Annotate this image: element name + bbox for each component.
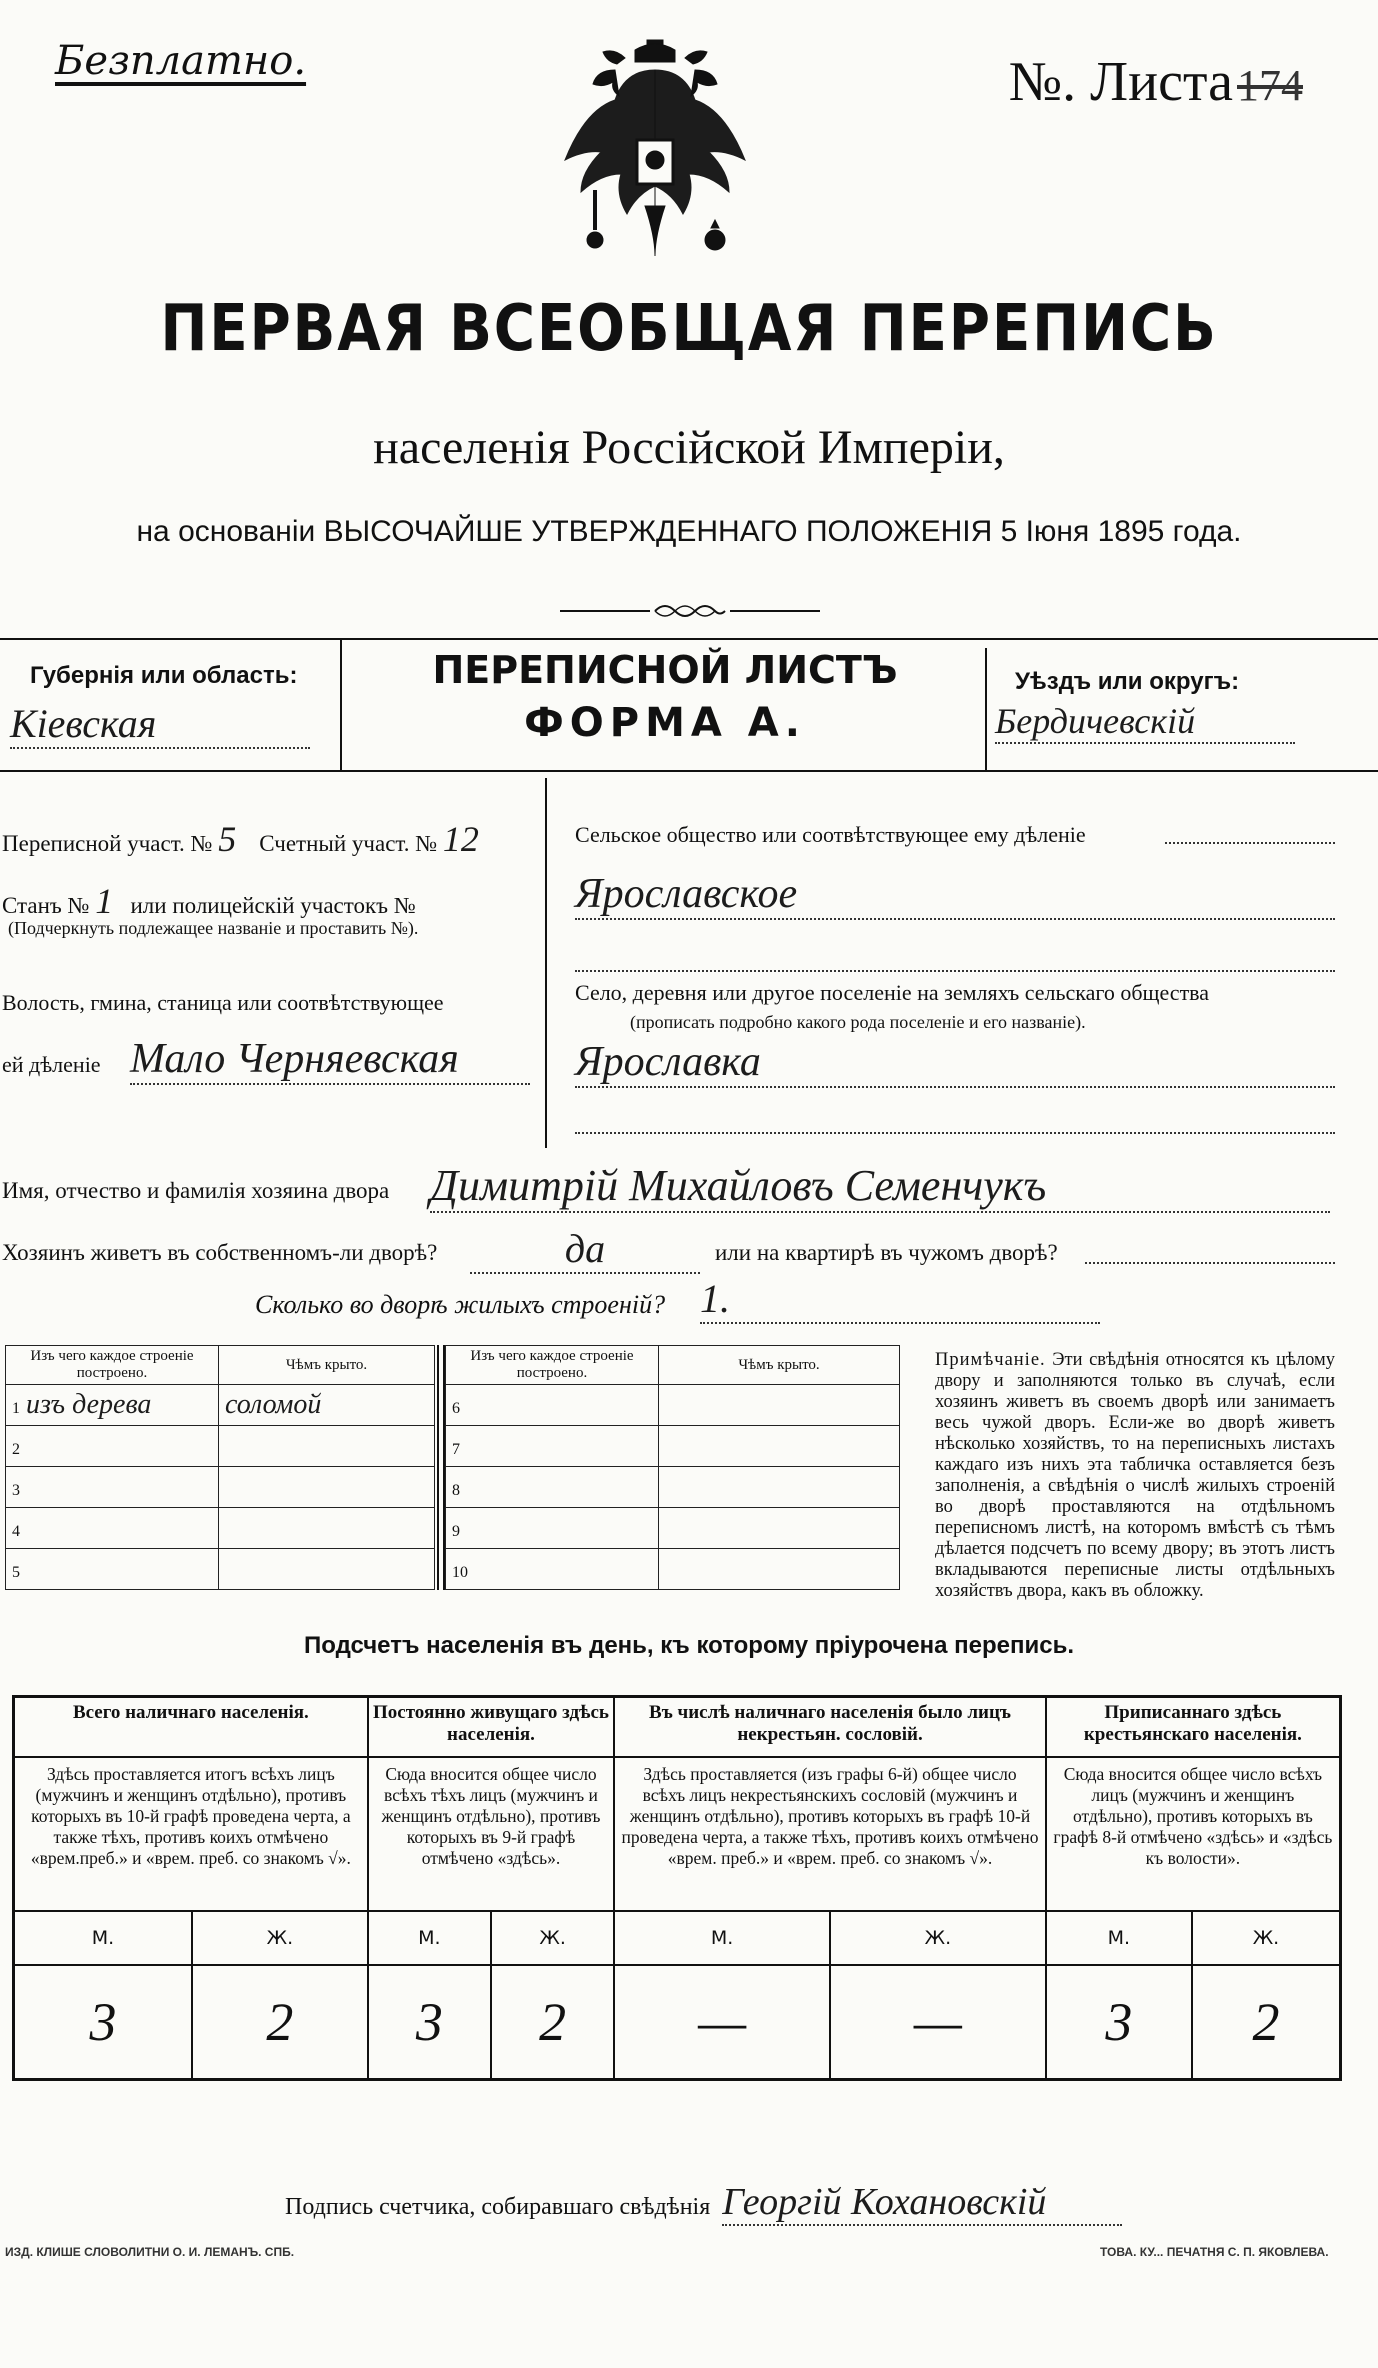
building-material-cell	[446, 1549, 659, 1590]
building-row	[6, 1426, 435, 1467]
buildings-table-left	[5, 1345, 435, 1590]
form-name: ФОРМА А.	[524, 700, 806, 746]
building-number: 8	[452, 1482, 460, 1499]
legal-basis-line: на основаніи ВЫСОЧАЙШЕ УТВЕРЖДЕННАГО ПОЛОЖЕНІЯ 5 Іюня 1895 года.	[136, 515, 1242, 548]
society-dotline-2	[575, 970, 1335, 972]
own-yard-label: Хозяинъ живетъ въ собственномъ-ли дворѣ?	[2, 1240, 438, 1265]
volost-value: Мало Черняевская	[130, 1035, 530, 1085]
census-area-value: 5	[218, 819, 237, 859]
female-header: Ж.	[830, 1911, 1046, 1965]
society-label: Сельское общество или соотвѣтствующее ему дѣленіе	[575, 822, 1086, 847]
building-roof-value	[659, 1508, 900, 1549]
building-row	[6, 1549, 435, 1590]
uezd-value: Бердичевскій	[995, 700, 1295, 744]
building-material-cell	[6, 1385, 219, 1426]
building-material-value: изъ дерева	[26, 1389, 152, 1420]
building-roof-value	[219, 1426, 435, 1467]
stan-row	[2, 880, 522, 922]
census-area-row	[2, 818, 479, 860]
document-title: ПЕРВАЯ ВСЕОБЩАЯ ПЕРЕПИСЬ	[160, 292, 1218, 366]
count-column-heading: Приписаннаго здѣсь крестьянскаго населенія.	[1046, 1697, 1341, 1758]
building-row	[6, 1385, 435, 1426]
building-number: 7	[452, 1441, 460, 1458]
female-header: Ж.	[491, 1911, 614, 1965]
building-material-cell	[6, 1426, 219, 1467]
double-headed-eagle-emblem	[555, 30, 755, 270]
form-top-rule	[0, 638, 1378, 640]
building-row	[446, 1385, 900, 1426]
building-roof-value	[219, 1508, 435, 1549]
ornament-divider	[560, 600, 820, 622]
owner-name-label: Имя, отчество и фамилія хозяина двора	[2, 1178, 390, 1203]
divider-right	[985, 648, 987, 770]
female-count-value: 2	[491, 1965, 614, 2080]
building-roof-value	[659, 1549, 900, 1590]
building-roof-value	[219, 1549, 435, 1590]
count-column-description: Сюда вносится общее число всѣхъ лицъ (мужчинъ и женщинъ отдѣльно), противъ которыхъ въ графѣ 8-й отмѣчено «здѣсь» и «здѣсь къ волости».	[1046, 1757, 1341, 1911]
building-number: 6	[452, 1400, 460, 1417]
document-subtitle: населенія Россійской Имперіи,	[373, 421, 1005, 474]
building-roof-value	[219, 1467, 435, 1508]
owner-name-value: Димитрій Михайловъ Семенчукъ	[430, 1160, 1330, 1213]
note-text: Эти свѣдѣнія относятся къ цѣлому двору и заполняются только въ случаѣ, если хозяинъ живетъ въ своемъ дворѣ или занимаетъ весь чужой дворъ. Если-же во дворѣ живетъ нѣсколько хозяйствъ, то на переписныхъ листахъ каждаго изъ нихъ эта табличка оставляется безъ заполненія, а свѣдѣнія о числѣ жилыхъ строеній во дворѣ проставляются на отдѣльномъ переписномъ листѣ, на которомъ вмѣстѣ съ тѣмъ дѣлается подсчетъ по всему двору; въ этотъ листъ вкладываются переписные листы отдѣльныхъ хозяйствъ двора, какъ въ обложку.	[935, 1350, 1335, 1601]
sheet-number-label: №. Листа	[1008, 51, 1233, 113]
female-header: Ж.	[1192, 1911, 1341, 1965]
building-row	[6, 1508, 435, 1549]
female-header: Ж.	[192, 1911, 368, 1965]
building-row	[446, 1549, 900, 1590]
free-label: Безплатно.	[55, 38, 307, 84]
building-roof-value	[659, 1467, 900, 1508]
building-row	[446, 1426, 900, 1467]
count-column-heading: Всего наличнаго населенія.	[14, 1697, 368, 1758]
village-label: Село, деревня или другое поселеніе на земляхъ сельскаго общества	[575, 980, 1210, 1005]
note-block	[935, 1350, 1335, 1602]
male-count-value: 3	[368, 1965, 491, 2080]
col-material-header: Изъ чего каждое строеніе построено.	[6, 1346, 219, 1385]
stan-value: 1	[95, 881, 114, 921]
divider-left	[340, 638, 342, 772]
building-number: 4	[12, 1523, 20, 1540]
village-note: (прописать подробно какого рода поселеніе и его названіе).	[630, 1012, 1086, 1032]
signature-label: Подпись счетчика, собиравшаго свѣдѣнія	[285, 2194, 711, 2220]
count-column-heading: Постоянно живущаго здѣсь населенія.	[368, 1697, 615, 1758]
stan-note: (Подчеркнуть подлежащее названіе и проставить №).	[8, 918, 419, 938]
building-material-cell	[446, 1508, 659, 1549]
col-material-header-2: Изъ чего каждое строеніе построено.	[446, 1346, 659, 1385]
village-value: Ярославка	[575, 1038, 1335, 1088]
male-header: М.	[368, 1911, 491, 1965]
society-dotline	[1165, 842, 1335, 844]
note-title: Примѣчаніе.	[935, 1350, 1046, 1370]
printer-imprint-left: ИЗД. КЛИШЕ СЛОВОЛИТНИ О. И. ЛЕМАНЪ. СПБ.	[5, 2245, 295, 2259]
printer-imprint-right: ТОВА. КУ... ПЕЧАТНЯ С. П. ЯКОВЛЕВА.	[1100, 2245, 1329, 2259]
signature-value: Георгій Кохановскій	[722, 2180, 1122, 2226]
building-roof-value	[659, 1385, 900, 1426]
signature-row	[285, 2180, 1122, 2226]
gubernia-value: Кіевская	[10, 700, 310, 749]
own-yard-value: да	[470, 1225, 700, 1274]
female-count-value: 2	[1192, 1965, 1341, 2080]
count-column-description: Здѣсь проставляется (изъ графы 6-й) общее число всѣхъ лицъ некрестьянскихъ сословій (мужчинъ и женщинъ отдѣльно), противъ которыхъ въ графѣ 10-й проведена черта, а также тѣхъ, противъ коихъ отмѣчено «врем. преб.» и «врем. преб. со знакомъ √».	[614, 1757, 1046, 1911]
building-number: 2	[12, 1441, 20, 1458]
building-number: 1	[12, 1400, 20, 1417]
buildings-value: 1.	[700, 1275, 1100, 1324]
building-row	[6, 1467, 435, 1508]
count-column-description: Сюда вносится общее число всѣхъ тѣхъ лицъ (мужчинъ и женщинъ отдѣльно), противъ которыхъ въ 9-й графѣ отмѣчено «здѣсь».	[368, 1757, 615, 1911]
count-column-description: Здѣсь проставляется итогъ всѣхъ лицъ (мужчинъ и женщинъ отдѣльно), противъ которыхъ въ 10-й графѣ проведена черта, а также тѣхъ, противъ коихъ отмѣчено «врем.преб.» и «врем. преб. со знакомъ √».	[14, 1757, 368, 1911]
count-area-value: 12	[442, 819, 479, 859]
building-row	[446, 1467, 900, 1508]
col-roof-header-2: Чѣмъ крыто.	[659, 1346, 900, 1385]
building-number: 5	[12, 1564, 20, 1581]
male-header: М.	[614, 1911, 830, 1965]
table-double-divider	[437, 1345, 445, 1590]
police-district-label: или полицейскій участокъ №	[130, 893, 416, 918]
building-material-cell	[446, 1385, 659, 1426]
volost-label: Волость, гмина, станица или соотвѣтствующее	[2, 990, 444, 1015]
female-count-value: —	[830, 1965, 1046, 2080]
building-material-cell	[6, 1508, 219, 1549]
building-number: 9	[452, 1523, 460, 1540]
village-dotline-2	[575, 1132, 1335, 1134]
building-material-cell	[446, 1467, 659, 1508]
building-material-cell	[446, 1426, 659, 1467]
male-header: М.	[14, 1911, 193, 1965]
sheet-number-value: 174	[1237, 61, 1303, 110]
sheet-number-field	[1009, 50, 1303, 114]
buildings-label: Сколько во дворѣ жилыхъ строеній?	[255, 1290, 666, 1319]
count-area-label: Счетный участ. №	[259, 831, 438, 856]
building-roof-value	[659, 1426, 900, 1467]
population-count-table	[12, 1695, 1342, 2081]
male-count-value: 3	[1046, 1965, 1192, 2080]
buildings-table-right	[445, 1345, 900, 1590]
count-column-heading: Въ числѣ наличнаго населенія было лицъ некрестьян. сословій.	[614, 1697, 1046, 1758]
uezd-label: Уѣздъ или округъ:	[1015, 668, 1240, 695]
building-number: 10	[452, 1564, 468, 1581]
building-material-cell	[6, 1467, 219, 1508]
rent-yard-dotline	[1085, 1262, 1335, 1264]
census-area-label: Переписной участ. №	[2, 831, 213, 856]
col-roof-header: Чѣмъ крыто.	[219, 1346, 435, 1385]
form-bottom-rule	[0, 770, 1378, 772]
stan-label: Станъ №	[2, 893, 90, 918]
building-material-cell	[6, 1549, 219, 1590]
male-header: М.	[1046, 1911, 1192, 1965]
field-column-divider	[545, 778, 547, 1148]
form-heading: ПЕРЕПИСНОЙ ЛИСТЪ	[432, 648, 898, 692]
male-count-value: —	[614, 1965, 830, 2080]
building-number: 3	[12, 1482, 20, 1499]
female-count-value: 2	[192, 1965, 368, 2080]
society-value: Ярославское	[575, 870, 1335, 920]
count-title: Подсчетъ населенія въ день, къ которому пріурочена перепись.	[304, 1632, 1074, 1659]
gubernia-label: Губернія или область:	[30, 662, 298, 689]
building-row	[446, 1508, 900, 1549]
male-count-value: 3	[14, 1965, 193, 2080]
building-roof-value: соломой	[219, 1385, 435, 1426]
rent-yard-label: или на квартирѣ въ чужомъ дворѣ?	[715, 1240, 1058, 1265]
volost-label-2: ей дѣленіе	[2, 1052, 101, 1077]
